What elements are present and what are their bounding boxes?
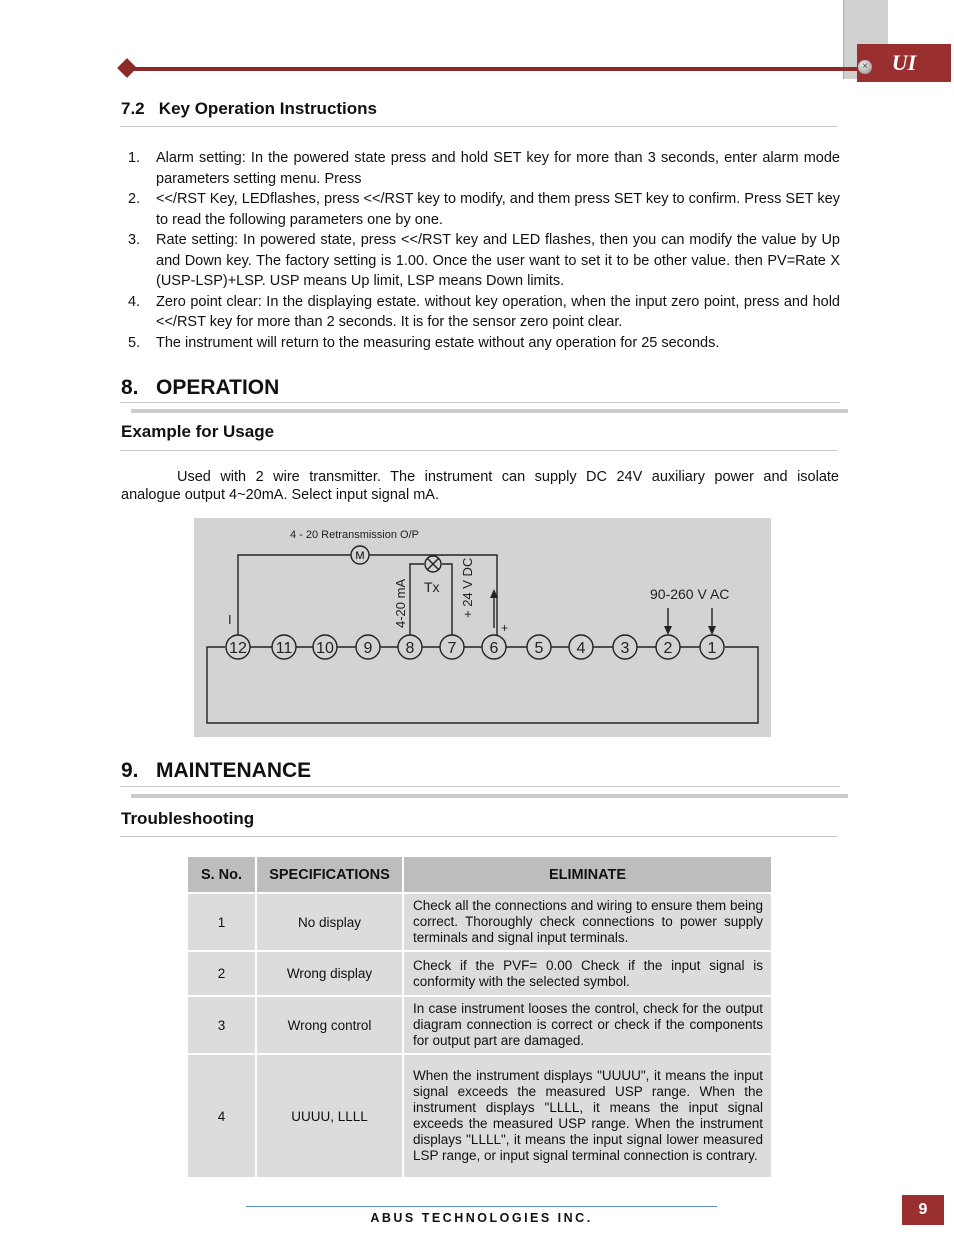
cell-sno: 3 (188, 996, 256, 1054)
terminal-label-1: 1 (707, 640, 717, 657)
plus-label: + (501, 621, 509, 635)
usage-paragraph-line-1: Used with 2 wire transmitter. The instrument can supply DC 24V auxiliary power and isolate (177, 469, 839, 485)
cell-sno: 2 (188, 951, 256, 996)
meter-label: M (355, 550, 365, 562)
section-badge: UI (857, 44, 951, 82)
section-9-title: 9. MAINTENANCE (121, 759, 312, 782)
divider-thick (131, 409, 848, 413)
page-number: 9 (902, 1195, 944, 1225)
table-row (188, 996, 772, 1054)
terminal-label-11: 11 (275, 640, 293, 657)
header-specifications: SPECIFICATIONS (256, 857, 403, 893)
table-row (188, 1054, 772, 1178)
cell-spec: UUUU, LLLL (256, 1054, 403, 1178)
divider (120, 786, 840, 787)
divider-thick (131, 794, 848, 798)
terminal-label-12: 12 (229, 640, 247, 657)
terminal-label-10: 10 (316, 640, 334, 657)
footer-rule (246, 1206, 717, 1207)
tx-label: Tx (424, 579, 440, 595)
usage-paragraph-line-2: analogue output 4~20mA. Select input signal mA. (121, 487, 440, 503)
terminal-label-7: 7 (447, 640, 457, 657)
terminal-label-9: 9 (363, 640, 373, 657)
table-row (188, 893, 772, 951)
list-item: 1. Alarm setting: In the powered state press and hold SET key for more than 3 seconds, enter alarm mode parameters setting menu. Press (128, 150, 840, 187)
terminal-label-5: 5 (534, 640, 544, 657)
list-item: 3. Rate setting: In powered state, press <</RST key and LED flashes, then you can modify the value by Up and Down key. The factory setting is 1.00. Once the user want to set it to be other value. then PV=Rate X (USP-LSP)+LSP. USP means Up limit, LSP means Down limits. (128, 232, 840, 289)
header-sno: S. No. (188, 857, 256, 893)
list-item: 5. The instrument will return to the measuring estate without any operation for 25 seconds. (128, 334, 720, 351)
ma-label: 4-20 mA (393, 578, 408, 628)
cell-spec: No display (256, 893, 403, 951)
header-rule (128, 67, 858, 71)
cell-sno: 1 (188, 893, 256, 951)
terminal-label-8: 8 (405, 640, 415, 657)
section-8-title: 8. OPERATION (121, 376, 280, 399)
cell-spec: Wrong control (256, 996, 403, 1054)
terminal-label-2: 2 (663, 640, 673, 657)
troubleshooting-title: Troubleshooting (121, 809, 255, 828)
key-operation-list (121, 148, 840, 353)
divider (120, 450, 837, 451)
divider (120, 836, 837, 837)
wiring-diagram (194, 518, 771, 737)
cell-fix: Check if the PVF= 0.00 Check if the input signal is conformity with the selected symbol. (403, 951, 772, 996)
table-header-row (188, 857, 772, 893)
header-diamond (117, 58, 137, 78)
cell-fix: When the instrument displays "UUUU", it means the input signal exceeds the measured USP range. When the instrument displays "LLLL, it means the input signal exceeds the measured USP range. When the instrument displays "LLLL", it means the input signal lower measured LSP range, or input signal terminal connection is contrary. (403, 1054, 772, 1178)
minus-label: I (228, 612, 232, 627)
cell-spec: Wrong display (256, 951, 403, 996)
terminal-label-4: 4 (576, 640, 586, 657)
terminal-label-3: 3 (620, 640, 630, 657)
close-icon: × (858, 60, 872, 74)
terminal-label-6: 6 (489, 640, 499, 657)
cell-fix: Check all the connections and wiring to ensure them being correct. Thoroughly check connections to power supply terminals and signal input terminals. (403, 893, 772, 951)
list-item: 4. Zero point clear: In the displaying estate. without key operation, when the input zero point, press and hold <</RST key for more than 2 seconds. It is for the sensor zero point clear. (128, 293, 840, 330)
section-7-2-title: 7.2 Key Operation Instructions (121, 99, 378, 118)
vac-label: 90-260 V AC (650, 586, 730, 602)
cell-sno: 4 (188, 1054, 256, 1178)
header-eliminate: ELIMINATE (403, 857, 772, 893)
table-row (188, 951, 772, 996)
footer-company: ABUS TECHNOLOGIES INC. (370, 1211, 593, 1225)
cell-fix: In case instrument looses the control, check for the output diagram connection is correct or check if the components for output part are damaged. (403, 996, 772, 1054)
divider (120, 126, 837, 127)
list-item: 2. <</RST Key, LEDflashes, press <</RST key to modify, and them press SET key to confirm. Press SET key to read the following parameters one by one. (128, 191, 840, 228)
vdc-label: + 24 V DC (460, 557, 475, 618)
divider (120, 402, 840, 403)
retransmission-label: 4 - 20 Retransmission O/P (290, 529, 419, 541)
example-usage-title: Example for Usage (121, 422, 275, 441)
troubleshooting-table (188, 857, 773, 1179)
